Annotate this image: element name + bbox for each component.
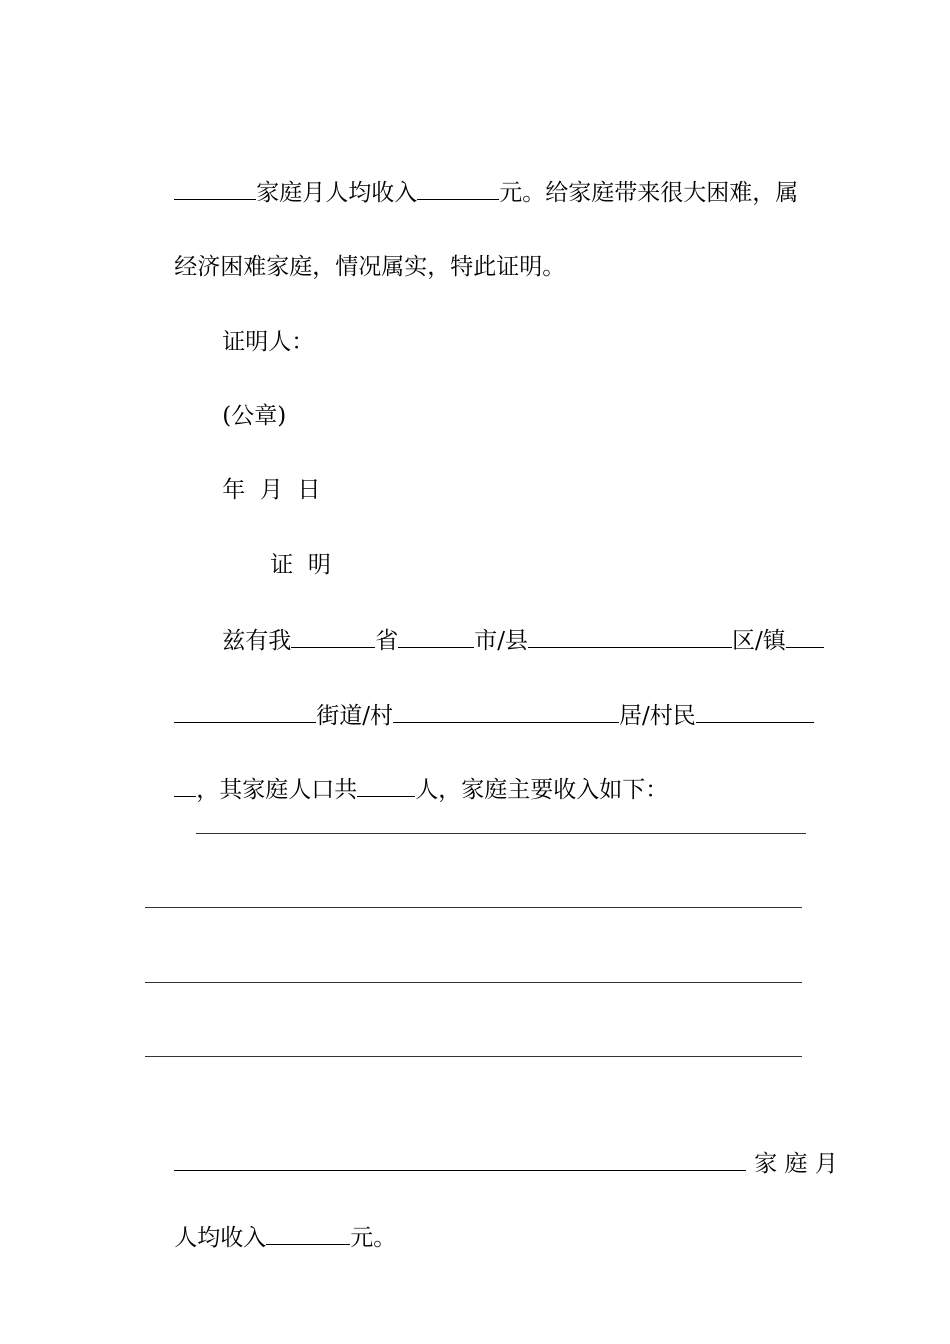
district-field-cont[interactable] <box>786 620 824 648</box>
district-field[interactable] <box>528 620 732 648</box>
text: (公章) <box>222 403 287 429</box>
income-row-tail <box>145 1103 838 1177</box>
certificate-row1 <box>193 580 805 654</box>
text: 元。给家庭带来很大困难，属 <box>499 180 799 206</box>
name-field[interactable] <box>696 695 814 723</box>
street-field[interactable] <box>174 695 316 723</box>
text: 居/村民 <box>619 703 696 729</box>
text: 年 月 日 <box>222 477 321 503</box>
income-line-3[interactable] <box>145 982 802 983</box>
province-field[interactable] <box>291 620 375 648</box>
text: 市/县 <box>474 628 528 654</box>
text: 证明人： <box>222 329 315 355</box>
text: 省 <box>375 628 399 654</box>
city-field[interactable] <box>398 620 474 648</box>
blank-field[interactable] <box>417 172 499 200</box>
text: 兹有我 <box>222 628 292 654</box>
certificate-row2 <box>145 655 805 729</box>
population-field[interactable] <box>357 769 415 797</box>
text: 人，家庭主要收入如下： <box>415 777 669 803</box>
certifier-label <box>193 282 853 355</box>
text: 区/镇 <box>732 628 786 654</box>
paragraph1-line2 <box>145 207 805 280</box>
date-label <box>193 430 853 503</box>
text: ，其家庭人口共 <box>196 777 358 803</box>
text: 证 明 <box>270 552 331 578</box>
text: 家 庭 月 <box>754 1151 838 1177</box>
certificate-last-row <box>145 1177 805 1251</box>
seal-label <box>193 356 853 429</box>
certificate-title <box>241 505 901 578</box>
text: 元。 <box>350 1225 397 1251</box>
income-per-capita-field[interactable] <box>266 1217 350 1245</box>
blank-field[interactable] <box>174 172 256 200</box>
income-line-5[interactable] <box>174 1143 746 1171</box>
name-field-cont[interactable] <box>174 769 196 797</box>
income-line-4[interactable] <box>145 1056 802 1057</box>
text: 街道/村 <box>316 703 393 729</box>
resident-field[interactable] <box>393 695 619 723</box>
text: 家庭月人均收入 <box>256 180 418 206</box>
certificate-row3 <box>145 729 805 803</box>
text: 经济困难家庭，情况属实，特此证明。 <box>174 254 566 280</box>
income-line-2[interactable] <box>145 907 802 908</box>
paragraph1-line1 <box>145 132 805 206</box>
income-line-1[interactable] <box>196 833 806 834</box>
text: 人均收入 <box>174 1225 267 1251</box>
